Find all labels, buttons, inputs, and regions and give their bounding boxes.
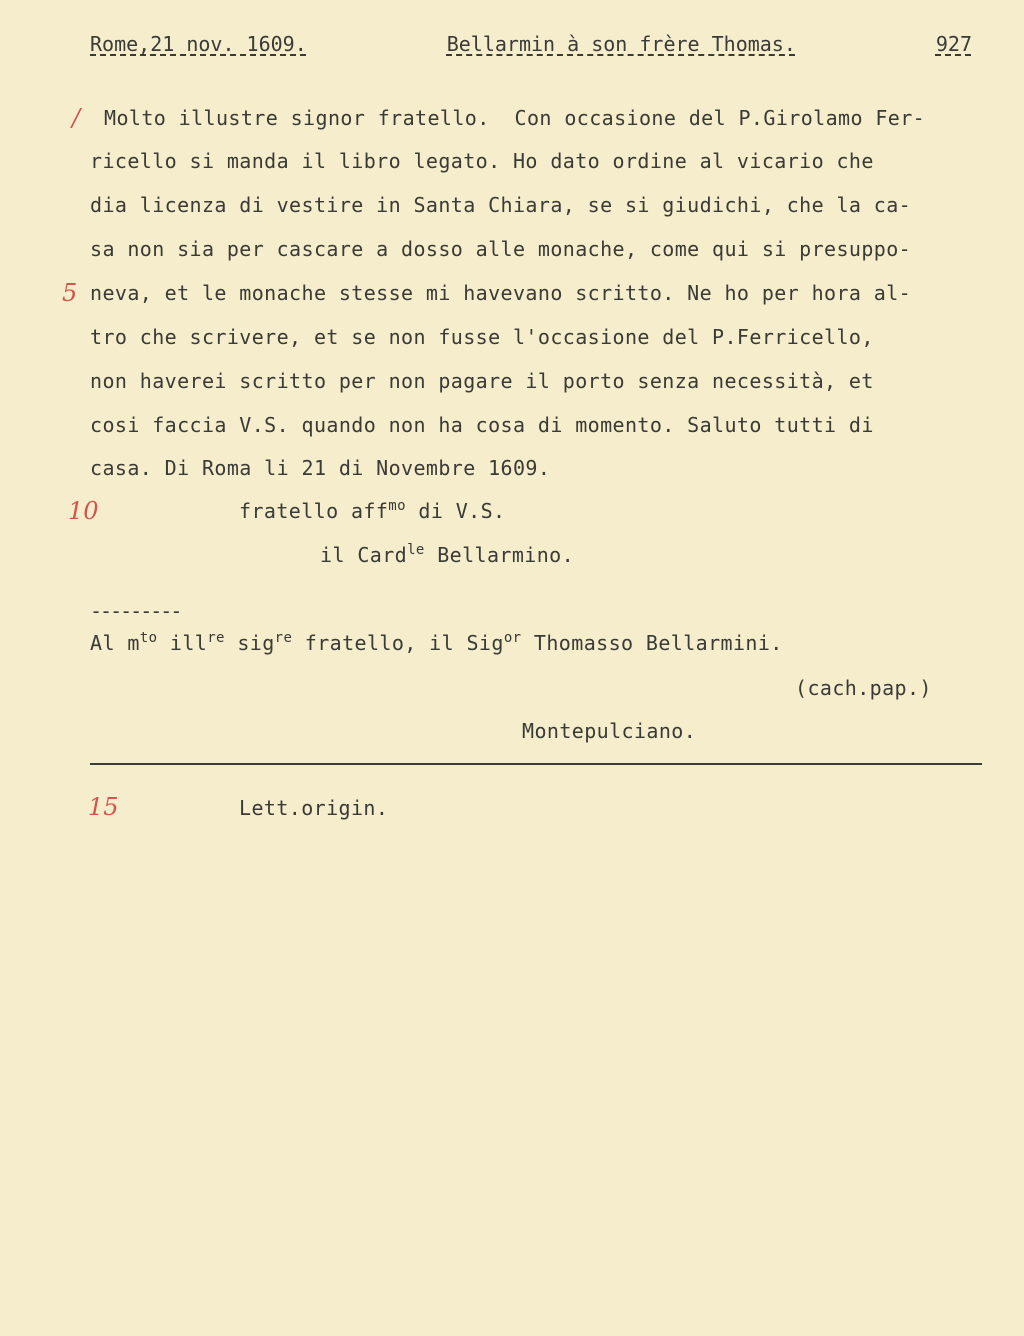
signature-superscript: le — [407, 542, 425, 558]
seal-note: (cach.pap.) — [795, 676, 932, 700]
separator-dashes: --------- — [90, 599, 181, 623]
closing-text: di V.S. — [405, 499, 506, 523]
header-page-number: 927 — [935, 32, 972, 56]
horizontal-rule — [90, 763, 982, 765]
destination: Montepulciano. — [522, 719, 697, 743]
body-line-4: sa non sia per cascare a dosso alle monache, come qui si presuppo- — [90, 237, 912, 261]
header-date: Rome,21 nov. 1609. — [90, 32, 307, 56]
margin-number-1: / — [72, 104, 81, 132]
body-line-7: non haverei scritto per non pagare il porto senza necessità, et — [90, 369, 874, 393]
address-superscript: re — [207, 630, 225, 646]
address-superscript: or — [503, 630, 522, 646]
body-line-2: ricello si manda il libro legato. Ho dato ordine al vicario che — [90, 149, 874, 173]
body-line-3: dia licenza di vestire in Santa Chiara, se si giudichi, che la ca- — [90, 193, 912, 217]
closing-line-1 — [239, 499, 506, 523]
source-note: Lett.origin. — [239, 796, 389, 820]
margin-number-5: 5 — [62, 279, 78, 307]
body-line-9: casa. Di Roma li 21 di Novembre 1609. — [90, 456, 551, 480]
address-line — [90, 631, 783, 655]
body-line-5: neva, et le monache stesse mi havevano scritto. Ne ho per hora al- — [90, 281, 912, 305]
body-line-8: cosi faccia V.S. quando non ha cosa di momento. Saluto tutti di — [90, 413, 874, 437]
margin-number-15: 15 — [88, 793, 119, 821]
address-text: Thomasso Bellarmini. — [521, 631, 783, 655]
page-header — [90, 32, 972, 56]
body-line-1: Molto illustre signor fratello. Con occasione del P.Girolamo Fer- — [104, 106, 926, 130]
closing-superscript: mo — [388, 498, 406, 514]
signature-line — [320, 543, 574, 567]
body-line-6: tro che scrivere, et se non fusse l'occasione del P.Ferricello, — [90, 325, 874, 349]
address-text: ill — [157, 631, 208, 655]
address-text: sig — [224, 631, 275, 655]
header-title: Bellarmin à son frère Thomas. — [446, 32, 796, 56]
margin-number-10: 10 — [68, 497, 99, 525]
signature-text: Bellarmino. — [424, 543, 575, 567]
address-superscript: re — [274, 630, 293, 646]
closing-text: fratello aff — [239, 499, 389, 523]
address-text: fratello, il Sig — [292, 631, 504, 655]
address-superscript: to — [139, 630, 158, 646]
address-text: Al m — [90, 631, 140, 655]
signature-text: il Card — [320, 543, 408, 567]
